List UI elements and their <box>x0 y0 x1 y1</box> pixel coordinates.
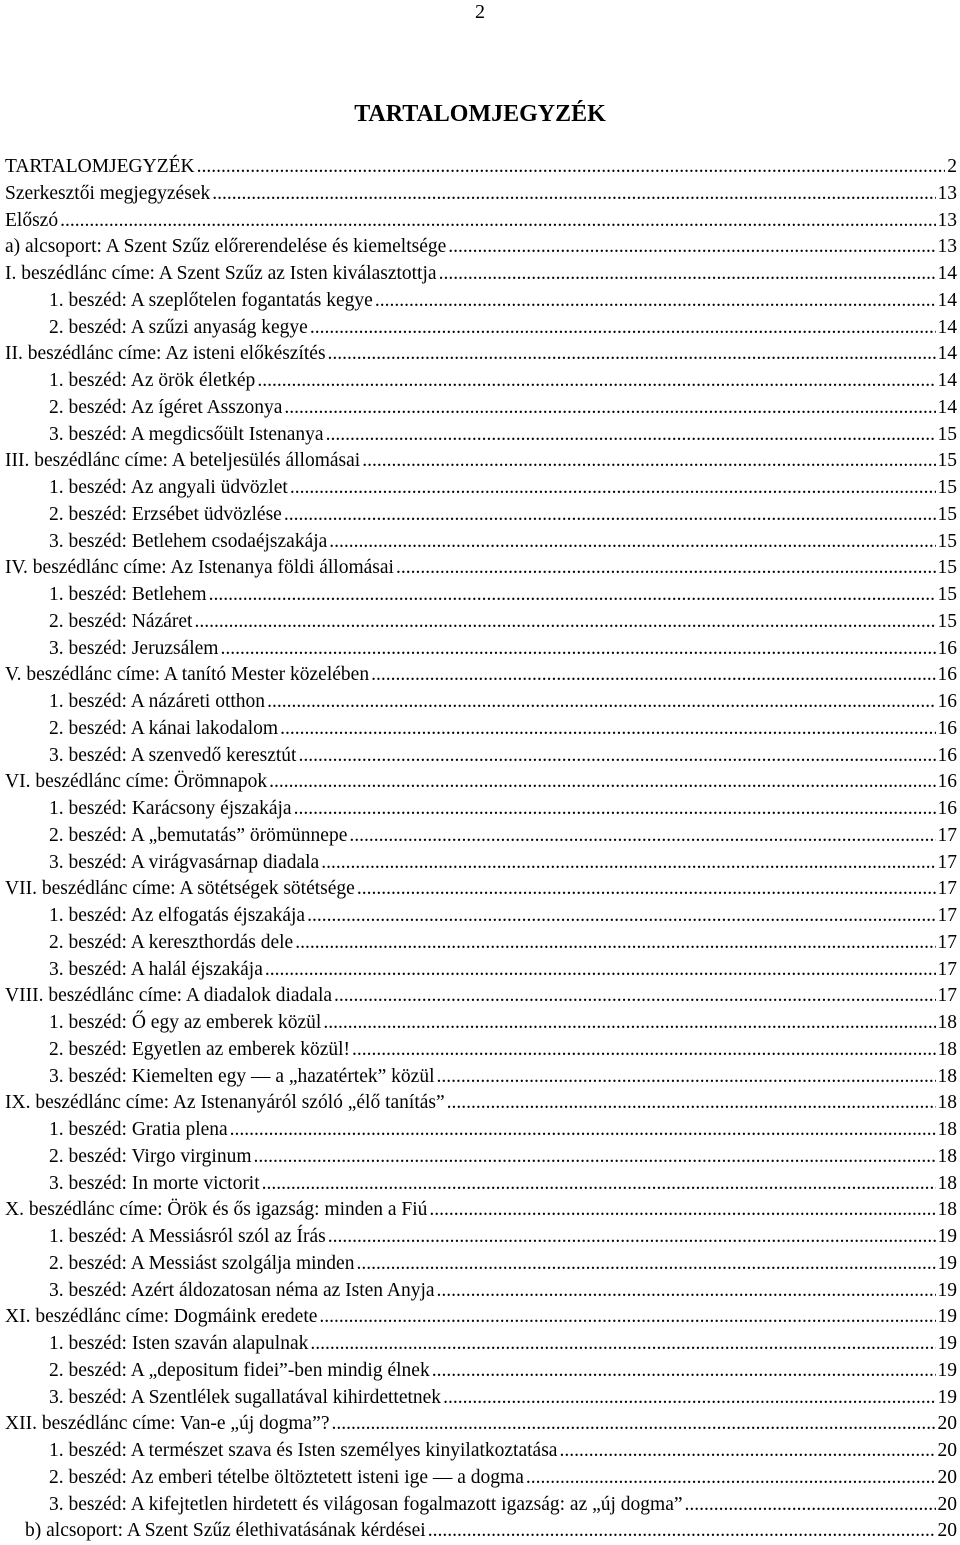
toc-entry-page: 16 <box>937 798 957 819</box>
dot-leader <box>559 1438 935 1465</box>
toc-entry-text: 1. beszéd: A Messiásról szól az Írás <box>49 1226 326 1247</box>
toc-entry-text: IX. beszédlánc címe: Az Istenanyáról szóló „élő tanítás” <box>5 1092 445 1114</box>
toc-entry[interactable] <box>5 1304 957 1331</box>
toc-entry[interactable] <box>5 208 957 235</box>
dot-leader <box>448 234 935 261</box>
toc-entry[interactable] <box>5 448 957 475</box>
toc-entry-text: 2. beszéd: A „bemutatás” örömünnepe <box>49 824 348 846</box>
toc-entry[interactable] <box>5 1411 957 1438</box>
toc-entry-page: 16 <box>937 637 957 659</box>
toc-entry-text: 3. beszéd: Jeruzsálem <box>49 637 219 659</box>
dot-leader <box>310 1331 935 1358</box>
toc-entry[interactable] <box>5 582 957 609</box>
toc-entry-text: 1. beszéd: Az elfogatás éjszakája <box>49 905 306 926</box>
toc-entry[interactable] <box>5 983 957 1010</box>
toc-entry-text: 3. beszéd: Kiemelten egy — a „hazatértek” közül <box>49 1065 435 1087</box>
toc-entry-text: 3. beszéd: Azért áldozatosan néma az Isten Anyja <box>49 1279 435 1301</box>
toc-entry-page: 14 <box>937 343 957 365</box>
dot-leader <box>334 983 935 1010</box>
dot-leader <box>290 475 936 502</box>
toc-entry-page: 15 <box>937 530 957 552</box>
toc-entry-text: 3. beszéd: Betlehem csodaéjszakája <box>49 530 328 552</box>
toc-entry-text: 1. beszéd: Isten szaván alapulnak <box>49 1333 309 1354</box>
toc-entry-text: II. beszédlánc címe: Az isteni előkészítés <box>5 343 326 365</box>
toc-entry[interactable] <box>5 1117 957 1144</box>
toc-entry-page: 20 <box>937 1493 957 1515</box>
dot-leader <box>253 1144 935 1171</box>
toc-entry-text: 2. beszéd: Erzsébet üdvözlése <box>49 503 282 525</box>
toc-entry[interactable] <box>5 823 957 850</box>
dot-leader <box>284 395 935 422</box>
toc-entry-page: 18 <box>937 1119 957 1140</box>
dot-leader <box>526 1465 936 1492</box>
dot-leader <box>375 288 936 315</box>
toc-entry-text: 2. beszéd: Názáret <box>49 610 193 632</box>
toc-entry-text: XI. beszédlánc címe: Dogmáink eredete <box>5 1306 318 1328</box>
dot-leader <box>439 261 936 288</box>
toc-entry[interactable] <box>5 1385 957 1412</box>
toc-entry[interactable] <box>5 1492 957 1519</box>
toc-entry[interactable] <box>5 1197 957 1224</box>
toc-entry-page: 18 <box>937 1065 957 1087</box>
dot-leader <box>685 1492 936 1519</box>
toc-entry[interactable] <box>5 422 957 449</box>
toc-entry[interactable] <box>5 529 957 556</box>
toc-entry[interactable] <box>5 1037 957 1064</box>
dot-leader <box>356 1251 935 1278</box>
toc-entry-text: VIII. beszédlánc címe: A diadalok diadala <box>5 985 333 1007</box>
toc-entry-page: 16 <box>937 717 957 739</box>
toc-entry[interactable] <box>5 555 957 582</box>
dot-leader <box>428 1518 936 1545</box>
toc-entry[interactable] <box>5 689 957 716</box>
dot-leader <box>429 1197 935 1224</box>
dot-leader <box>307 903 935 930</box>
toc-entry-text: 3. beszéd: A virágvasárnap diadala <box>49 851 320 873</box>
toc-entry-text: 1. beszéd: Gratia plena <box>49 1119 228 1140</box>
toc-entry-text: 1. beszéd: Karácsony éjszakája <box>49 798 292 819</box>
toc-entry-page: 15 <box>937 557 957 579</box>
toc-entry-text: 1. beszéd: A názáreti otthon <box>49 691 266 712</box>
toc-entry-text: 2. beszéd: Virgo virginum <box>49 1145 252 1167</box>
toc-entry-page: 2 <box>947 156 957 177</box>
toc-entry-text: 1. beszéd: Az angyali üdvözlet <box>49 477 288 498</box>
toc-entry-page: 20 <box>937 1466 957 1488</box>
dot-leader <box>269 769 935 796</box>
toc-entry[interactable] <box>5 769 957 796</box>
page-number: 2 <box>475 1 485 23</box>
toc-entry-text: 3. beszéd: In morte victorit <box>49 1172 260 1194</box>
toc-entry-text: I. beszédlánc címe: A Szent Szűz az Isten kiválasztottja <box>5 263 437 284</box>
toc-entry-page: 19 <box>937 1279 957 1301</box>
toc-entry-text: 2. beszéd: A Messiást szolgálja minden <box>49 1252 355 1274</box>
dot-leader <box>321 850 935 877</box>
toc-entry-text: TARTALOMJEGYZÉK <box>5 156 195 177</box>
toc-entry-text: a) alcsoport: A Szent Szűz előrerendelése és kiemeltsége <box>5 236 447 258</box>
toc-entry[interactable] <box>5 1064 957 1091</box>
toc-entry-text: 2. beszéd: Az emberi tételbe öltöztetett isteni ige — a dogma <box>49 1466 524 1488</box>
toc-entry[interactable] <box>5 662 957 689</box>
toc-entry-text: X. beszédlánc címe: Örök és ős igazság: minden a Fiú <box>5 1199 428 1221</box>
dot-leader <box>328 1224 936 1251</box>
toc-entry[interactable] <box>5 850 957 877</box>
toc-entry-page: 18 <box>937 1145 957 1167</box>
toc-entry[interactable] <box>5 181 957 208</box>
toc-entry-page: 19 <box>937 1359 957 1381</box>
dot-leader <box>197 154 946 181</box>
dot-leader <box>352 1037 935 1064</box>
toc-entry-page: 19 <box>937 1386 957 1408</box>
toc-entry-page: 20 <box>937 1520 957 1542</box>
dot-leader <box>294 796 936 823</box>
toc-entry-page: 14 <box>937 370 957 391</box>
dot-leader <box>396 555 936 582</box>
dot-leader <box>371 662 935 689</box>
toc-entry-page: 15 <box>937 610 957 632</box>
dot-leader <box>323 1010 935 1037</box>
toc-entry-page: 14 <box>937 263 957 284</box>
dot-leader <box>319 1304 935 1331</box>
toc-entry-text: 3. beszéd: A szenvedő keresztút <box>49 744 297 766</box>
toc-entry-text: 1. beszéd: Az örök életkép <box>49 370 256 391</box>
toc-entry-text: XII. beszédlánc címe: Van-e „új dogma”? <box>5 1413 330 1435</box>
toc-title: TARTALOMJEGYZÉK <box>354 101 606 127</box>
dot-leader <box>437 1278 936 1305</box>
toc-entry[interactable] <box>5 796 957 823</box>
toc-entry-text: III. beszédlánc címe: A beteljesülés állomásai <box>5 450 361 472</box>
dot-leader <box>326 422 936 449</box>
toc-entry-page: 18 <box>937 1199 957 1221</box>
dot-leader <box>262 1171 936 1198</box>
toc-entry-page: 15 <box>937 423 957 445</box>
toc-entry[interactable] <box>5 475 957 502</box>
toc-entry[interactable] <box>5 1090 957 1117</box>
toc-entry-text: VII. beszédlánc címe: A sötétségek sötétsége <box>5 878 355 900</box>
toc-entry-text: 1. beszéd: A szeplőtelen fogantatás kegye <box>49 289 373 311</box>
dot-leader <box>447 1090 936 1117</box>
toc-entry-page: 17 <box>937 905 957 926</box>
toc-entry[interactable] <box>5 1331 957 1358</box>
toc-entry-text: 3. beszéd: A halál éjszakája <box>49 958 263 980</box>
toc-entry-page: 19 <box>937 1252 957 1274</box>
toc-entry[interactable] <box>5 341 957 368</box>
toc-entry-text: 1. beszéd: A természet szava és Isten személyes kinyilatkoztatása <box>49 1440 558 1461</box>
dot-leader <box>328 341 936 368</box>
dot-leader <box>60 208 935 235</box>
toc-entry-page: 15 <box>937 503 957 525</box>
dot-leader <box>230 1117 936 1144</box>
toc-entry[interactable] <box>5 930 957 957</box>
toc-entry[interactable] <box>5 154 957 181</box>
toc-entry[interactable] <box>5 1465 957 1492</box>
toc-entry-page: 16 <box>937 664 957 686</box>
dot-leader <box>280 716 935 743</box>
toc-entry[interactable] <box>5 609 957 636</box>
toc-entry-text: 1. beszéd: Betlehem <box>49 584 207 605</box>
toc-entry-page: 16 <box>937 771 957 793</box>
dot-leader <box>349 823 935 850</box>
dot-leader <box>443 1385 935 1412</box>
toc-entry[interactable] <box>5 234 957 261</box>
toc-entry-page: 17 <box>937 985 957 1007</box>
toc-entry-page: 16 <box>937 691 957 712</box>
toc-entry[interactable] <box>5 903 957 930</box>
toc-entry-page: 13 <box>937 209 957 231</box>
toc-entry-text: 2. beszéd: A kánai lakodalom <box>49 717 279 739</box>
toc-entry[interactable] <box>5 1518 957 1545</box>
toc-entry[interactable] <box>5 261 957 288</box>
dot-leader <box>432 1358 936 1385</box>
dot-leader <box>194 609 935 636</box>
toc-entry-page: 19 <box>937 1226 957 1247</box>
toc-entry-text: b) alcsoport: A Szent Szűz élethivatásának kérdései <box>25 1520 426 1542</box>
toc-entry-page: 18 <box>937 1038 957 1060</box>
toc-entry[interactable] <box>5 1251 957 1278</box>
toc-entry[interactable] <box>5 1278 957 1305</box>
toc-entry-text: 3. beszéd: A Szentlélek sugallatával kihirdettetnek <box>49 1386 442 1408</box>
dot-leader <box>357 876 936 903</box>
toc-entry-text: Előszó <box>5 209 59 231</box>
toc-entry-page: 17 <box>937 824 957 846</box>
dot-leader <box>209 582 936 609</box>
toc-entry[interactable] <box>5 743 957 770</box>
toc-entry-text: IV. beszédlánc címe: Az Istenanya földi állomásai <box>5 557 394 579</box>
toc-entry-page: 17 <box>937 878 957 900</box>
toc-entry-page: 15 <box>937 477 957 498</box>
toc-entry[interactable] <box>5 716 957 743</box>
dot-leader <box>267 689 935 716</box>
toc-entry-page: 20 <box>937 1413 957 1435</box>
toc-entry-page: 13 <box>937 182 957 204</box>
dot-leader <box>295 930 935 957</box>
toc-entry[interactable] <box>5 957 957 984</box>
toc-entry-page: 17 <box>937 931 957 953</box>
dot-leader <box>437 1064 936 1091</box>
toc-entry[interactable] <box>5 876 957 903</box>
toc-entry-page: 14 <box>937 289 957 311</box>
toc-entry-page: 18 <box>937 1092 957 1114</box>
dot-leader <box>265 957 936 984</box>
toc-entry-text: Szerkesztői megjegyzések <box>5 182 211 204</box>
toc-entry-text: 2. beszéd: A „depositum fidei”-ben mindig élnek <box>49 1359 430 1381</box>
toc-entry-page: 19 <box>937 1306 957 1328</box>
toc-entry-text: 2. beszéd: A szűzi anyaság kegye <box>49 316 308 338</box>
toc-entry-page: 17 <box>937 958 957 980</box>
toc-entry-page: 17 <box>937 851 957 873</box>
dot-leader <box>257 368 935 395</box>
toc-entry-text: 3. beszéd: A kifejtetlen hirdetett és világosan fogalmazott igazság: az „új dogma” <box>49 1493 683 1515</box>
toc-entry[interactable] <box>5 1224 957 1251</box>
dot-leader <box>220 636 935 663</box>
toc-entry-text: 2. beszéd: Egyetlen az emberek közül! <box>49 1038 351 1060</box>
toc-entry-text: 3. beszéd: A megdicsőült Istenanya <box>49 423 324 445</box>
toc-entry-text: 2. beszéd: Az ígéret Asszonya <box>49 396 283 418</box>
toc-entry[interactable] <box>5 315 957 342</box>
toc-entry-page: 16 <box>937 744 957 766</box>
toc-entry-text: VI. beszédlánc címe: Örömnapok <box>5 771 268 793</box>
toc-entry-page: 18 <box>937 1012 957 1033</box>
toc-entry[interactable] <box>5 1010 957 1037</box>
toc-entry-text: 2. beszéd: A kereszthordás dele <box>49 931 294 953</box>
dot-leader <box>362 448 935 475</box>
toc-entry[interactable] <box>5 288 957 315</box>
toc-entry[interactable] <box>5 502 957 529</box>
dot-leader <box>284 502 936 529</box>
toc-entry-page: 14 <box>937 396 957 418</box>
toc-entry[interactable] <box>5 1144 957 1171</box>
dot-leader <box>212 181 935 208</box>
toc-entry-page: 15 <box>937 450 957 472</box>
toc-entry-page: 15 <box>937 584 957 605</box>
toc-entry-page: 13 <box>937 236 957 258</box>
dot-leader <box>332 1411 936 1438</box>
toc-entry-page: 18 <box>937 1172 957 1194</box>
dot-leader <box>298 743 935 770</box>
toc-entry[interactable] <box>5 1438 957 1465</box>
toc-entry[interactable] <box>5 636 957 663</box>
toc-entry-page: 19 <box>937 1333 957 1354</box>
toc-entry-text: V. beszédlánc címe: A tanító Mester közelében <box>5 664 370 686</box>
dot-leader <box>329 529 935 556</box>
toc-entry-page: 20 <box>937 1440 957 1461</box>
toc-entry[interactable] <box>5 1171 957 1198</box>
toc-entry-text: 1. beszéd: Ő egy az emberek közül <box>49 1012 322 1033</box>
toc-entry[interactable] <box>5 368 957 395</box>
table-of-contents <box>5 154 957 1545</box>
toc-entry[interactable] <box>5 1358 957 1385</box>
dot-leader <box>310 315 936 342</box>
toc-entry[interactable] <box>5 395 957 422</box>
toc-entry-page: 14 <box>937 316 957 338</box>
